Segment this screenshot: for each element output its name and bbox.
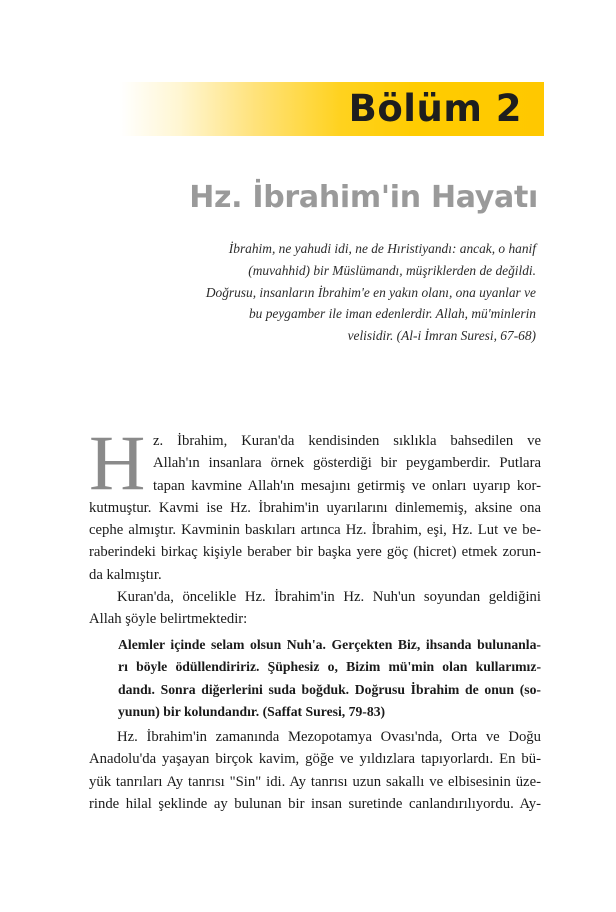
epigraph-line: Doğrusu, insanların İbrahim'e en yakın olanı, ona uyanlar ve xyxy=(205,284,536,300)
mesopotamia-paragraph xyxy=(89,726,541,815)
paragraph-line: raberindeki birkaç kişiyle beraber bir başka yere göç (hicret) etmek zorun- xyxy=(89,544,541,561)
quote-line: yunun) bir kolundandır. (Saffat Suresi, 79-83) xyxy=(118,703,386,719)
paragraph-line: da kalmıştır. xyxy=(89,566,162,583)
paragraph-line: z. İbrahim, Kuran'da kendisinden sıklıkla bahsedilen ve xyxy=(153,433,541,449)
paragraph-line: yük tanrıları Ay tanrısı "Sin" idi. Ay tanrısı uzun sakallı ve elbisesinin üze- xyxy=(89,773,541,790)
quote-line: Alemler içinde selam olsun Nuh'a. Gerçekten Biz, ihsanda bulunanla- xyxy=(118,637,541,652)
epigraph-line: bu peygamber ile iman edenlerdir. Allah, mü'minlerin xyxy=(248,306,536,322)
paragraph-line: Allah'ın insanlara örnek gösterdiği bir peygamberdir. Putlara xyxy=(153,455,541,472)
quran-quote-block xyxy=(118,634,541,723)
paragraph-line: Allah şöyle belirtmektedir: xyxy=(89,611,248,628)
paragraph-line: tapan kavmine Allah'ın mesajını getirmiş ve onları uyarıp kor- xyxy=(153,477,541,494)
paragraph-line: Anadolu'da yaşayan birçok kavim, göğe ve yıldızlara tapıyorlardı. En bü- xyxy=(89,751,541,768)
epigraph-line: İbrahim, ne yahudi idi, ne de Hıristiyandı: ancak, o hanif xyxy=(228,241,536,256)
paragraph-line: rinde hilal şeklinde ay bulunan bir insan suretinde canlandırılıyordu. Ay- xyxy=(89,795,541,812)
epigraph-line: (muvahhid) bir Müslümandı, müşriklerden de değildi. xyxy=(248,262,536,278)
lineage-paragraph xyxy=(89,586,541,631)
intro-paragraph xyxy=(89,419,541,586)
quote-line: dandı. Sonra diğerlerini suda boğduk. Doğrusu İbrahim de onun (so- xyxy=(118,681,541,697)
paragraph-line: Kuran'da, öncelikle Hz. İbrahim'in Hz. Nuh'un soyundan geldiğini xyxy=(117,589,541,605)
quote-line: rı böyle ödüllendiririz. Şüphesiz o, Bizim mü'min olan kullarımız- xyxy=(118,659,541,675)
epigraph-line: velisidir. (Al-i İmran Suresi, 67-68) xyxy=(347,328,536,344)
drop-cap-letter: H xyxy=(89,419,146,506)
chapter-banner xyxy=(120,82,544,136)
chapter-title: Hz. İbrahim'in Hayatı xyxy=(189,180,538,215)
paragraph-line: Hz. İbrahim'in zamanında Mezopotamya Ovası'nda, Orta ve Doğu xyxy=(117,729,541,745)
paragraph-line: kutmuştur. Kavmi ise Hz. İbrahim'in uyarılarını dinlememiş, aksine ona xyxy=(89,499,541,516)
chapter-number-label: Bölüm 2 xyxy=(348,87,522,130)
paragraph-line: cephe almıştır. Kavminin baskıları artınca Hz. İbrahim, eşi, Hz. Lut ve be- xyxy=(89,522,541,539)
epigraph-verse xyxy=(156,238,536,347)
